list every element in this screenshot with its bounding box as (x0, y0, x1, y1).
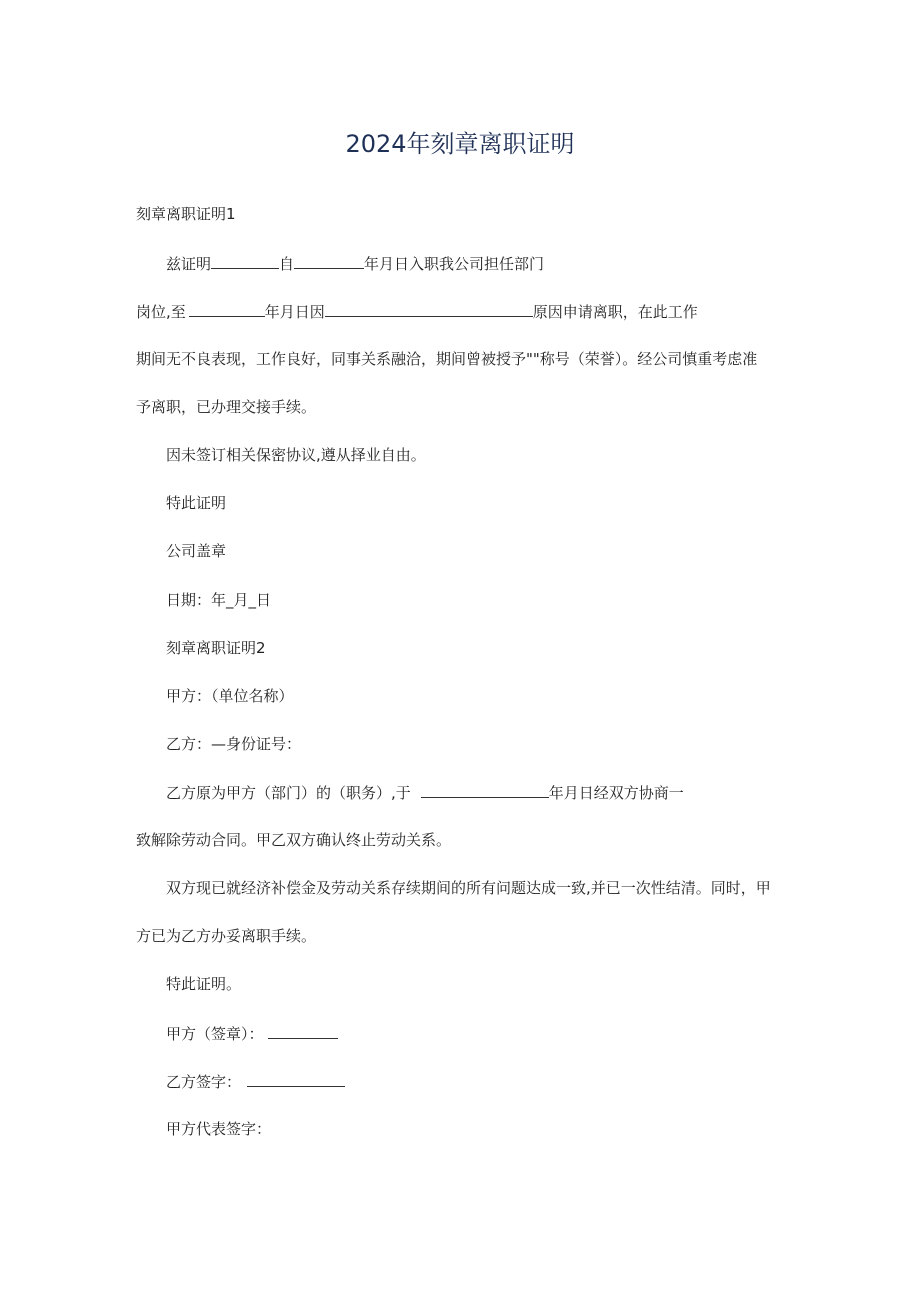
blank-line (325, 301, 533, 317)
section2-sign-rep: 甲方代表签字： (166, 1120, 272, 1138)
blank-line (211, 253, 279, 269)
section1-line3: 期间无不良表现，工作良好，同事关系融洽，期间曾被授予""称号（荣誉）。经公司慎重考虑准 (136, 350, 758, 368)
section1-heading: 刻章离职证明1 (136, 205, 236, 223)
text-segment: 年月日入职我公司担任部门 (364, 255, 545, 273)
section1-line4: 予离职，已办理交接手续。 (136, 398, 317, 416)
blank-line (189, 301, 265, 317)
text-segment: 年月日经双方协商一 (548, 784, 684, 802)
section1-line1 (166, 253, 544, 274)
section1-line8: 日期：年_月_日 (166, 591, 272, 609)
text-segment: 自 (279, 255, 295, 273)
blank-line (294, 253, 364, 269)
section2-sign-a (166, 1023, 338, 1044)
section1-line7: 公司盖章 (166, 542, 227, 560)
section2-para2: 双方现已就经济补偿金及劳动关系存续期间的所有问题达成一致,并已一次性结清。同时，甲 (166, 879, 771, 897)
text-segment: 兹证明 (166, 255, 212, 273)
section2-para1 (166, 782, 684, 803)
section2-party-b: 乙方：—身份证号： (166, 735, 302, 753)
text-segment: 乙方原为甲方（部门）的（职务）,于 (166, 784, 411, 802)
section2-heading: 刻章离职证明2 (166, 639, 266, 657)
text-segment: 年月日因 (264, 303, 325, 321)
section2-para2-cont: 方已为乙方办妥离职手续。 (136, 927, 317, 945)
document-title: 2024年刻章离职证明 (345, 130, 575, 158)
text-segment: 原因申请离职，在此工作 (532, 303, 698, 321)
blank-line (421, 782, 549, 798)
section2-sign-b (166, 1071, 345, 1092)
text-segment: 岗位,至 (136, 303, 186, 321)
signature-line (268, 1023, 338, 1039)
signature-line (247, 1071, 345, 1087)
section2-closing: 特此证明。 (166, 975, 242, 993)
text-segment: 乙方签字： (166, 1073, 242, 1091)
section1-line6: 特此证明 (166, 494, 227, 512)
section1-line2 (136, 301, 698, 322)
section2-para1-cont: 致解除劳动合同。甲乙双方确认终止劳动关系。 (136, 831, 452, 849)
section2-party-a: 甲方：（单位名称） (166, 687, 294, 705)
text-segment: 甲方（签章）： (166, 1025, 264, 1043)
section1-line5: 因未签订相关保密协议,遵从择业自由。 (166, 446, 426, 464)
